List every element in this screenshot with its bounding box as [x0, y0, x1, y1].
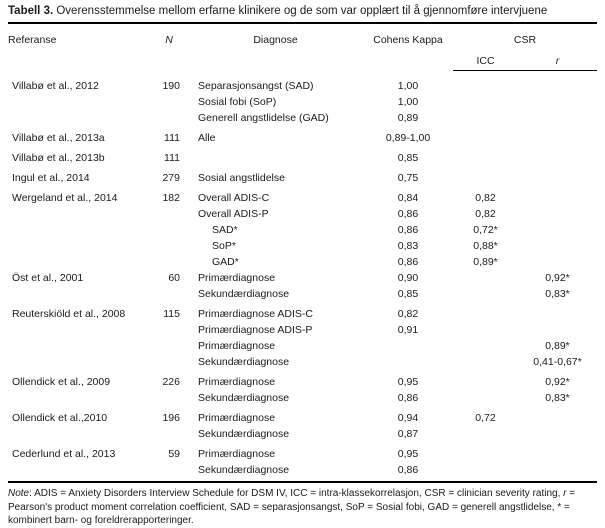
kappa-cell: 0,89-1,00 — [385, 132, 431, 144]
table-row — [8, 352, 597, 368]
r-cell — [518, 252, 597, 268]
referanse-cell: Villabø et al., 2012 — [12, 80, 99, 92]
referanse-cell — [8, 352, 150, 368]
referanse-cell — [8, 252, 150, 268]
table-row — [8, 76, 597, 92]
n-cell: 190 — [162, 80, 180, 92]
kappa-cell: 0,85 — [397, 288, 419, 300]
table-row — [8, 128, 597, 144]
n-cell — [150, 388, 188, 404]
subheader-spacer — [150, 46, 188, 71]
r-cell — [518, 304, 597, 320]
n-cell — [150, 424, 188, 440]
table-row — [8, 268, 597, 284]
diagnose-cell: Primærdiagnose — [198, 376, 276, 388]
icc-cell: 0,89* — [473, 256, 498, 268]
n-cell — [150, 252, 188, 268]
r-cell — [518, 408, 597, 424]
icc-cell — [453, 444, 518, 460]
icc-cell: 0,82 — [475, 192, 496, 204]
table-row — [8, 252, 597, 268]
kappa-cell: 0,95 — [397, 448, 419, 460]
subheader-row — [8, 46, 597, 71]
referanse-cell — [8, 284, 150, 300]
r-cell — [518, 76, 597, 92]
kappa-cell: 0,75 — [397, 172, 419, 184]
col-header-diagnose: Diagnose — [253, 34, 298, 46]
referanse-cell: Villabø et al., 2013b — [12, 152, 105, 164]
table-row — [8, 204, 597, 220]
kappa-cell — [363, 336, 453, 352]
table-note — [8, 483, 599, 528]
subheader-spacer — [8, 46, 150, 71]
diagnose-cell: SAD* — [212, 224, 238, 236]
table-row — [8, 108, 597, 124]
r-cell — [518, 424, 597, 440]
r-cell — [518, 460, 597, 476]
r-cell — [518, 168, 597, 184]
diagnose-cell: Primærdiagnose ADIS-P — [198, 324, 313, 336]
icc-cell — [453, 168, 518, 184]
diagnose-cell: Primærdiagnose — [198, 272, 276, 284]
referanse-cell: Reuterskiöld et al., 2008 — [12, 308, 126, 320]
n-cell: 196 — [162, 412, 180, 424]
n-cell: 115 — [163, 308, 180, 320]
r-cell — [518, 204, 597, 220]
table-row — [8, 444, 597, 460]
kappa-cell: 0,83 — [397, 240, 419, 252]
referanse-cell — [8, 92, 150, 108]
diagnose-cell — [188, 148, 363, 164]
diagnose-cell: Sekundærdiagnose — [198, 288, 290, 300]
n-cell: 226 — [162, 376, 180, 388]
kappa-cell: 0,86 — [397, 224, 419, 236]
table-row — [8, 236, 597, 252]
n-cell — [150, 460, 188, 476]
icc-cell: 0,72* — [473, 224, 498, 236]
diagnose-cell: Generell angstlidelse (GAD) — [198, 112, 329, 124]
kappa-cell: 0,86 — [397, 208, 419, 220]
referanse-cell: Ollendick et al.,2010 — [12, 412, 108, 424]
icc-cell — [453, 92, 518, 108]
col-header-n: N — [165, 34, 173, 46]
header-row — [8, 24, 597, 46]
icc-cell — [453, 460, 518, 476]
r-cell: 0,83* — [545, 288, 570, 300]
r-cell — [518, 108, 597, 124]
subheader-spacer — [363, 46, 453, 71]
referanse-cell — [8, 108, 150, 124]
r-cell — [518, 220, 597, 236]
n-cell: 111 — [164, 152, 180, 164]
diagnose-cell: Primærdiagnose — [198, 448, 276, 460]
r-cell — [518, 444, 597, 460]
icc-cell: 0,72 — [475, 412, 496, 424]
r-cell — [518, 128, 597, 144]
col-header-referanse: Referanse — [8, 34, 57, 46]
n-cell — [150, 92, 188, 108]
n-cell — [150, 320, 188, 336]
icc-cell — [453, 128, 518, 144]
diagnose-cell: Sekundærdiagnose — [198, 356, 290, 368]
r-cell — [518, 92, 597, 108]
icc-cell — [453, 148, 518, 164]
kappa-cell: 0,84 — [397, 192, 419, 204]
referanse-cell — [8, 424, 150, 440]
icc-cell: 0,82 — [475, 208, 496, 220]
table-row — [8, 220, 597, 236]
referanse-cell: Villabø et al., 2013a — [12, 132, 105, 144]
reliability-table — [8, 24, 597, 476]
col-header-r: r — [518, 46, 597, 71]
icc-cell — [453, 304, 518, 320]
diagnose-cell: Overall ADIS-C — [198, 192, 270, 204]
n-cell — [150, 236, 188, 252]
table-title-label: Tabell 3. — [8, 5, 54, 17]
diagnose-cell: Separasjonsangst (SAD) — [198, 80, 314, 92]
diagnose-cell: Primærdiagnose — [198, 412, 276, 424]
table-row — [8, 92, 597, 108]
diagnose-cell: Alle — [198, 132, 216, 144]
icc-cell — [453, 372, 518, 388]
diagnose-cell: Primærdiagnose ADIS-C — [198, 308, 313, 320]
r-cell: 0,89* — [545, 340, 570, 352]
icc-cell — [453, 320, 518, 336]
referanse-cell: Wergeland et al., 2014 — [12, 192, 118, 204]
referanse-cell: Ingul et al., 2014 — [12, 172, 90, 184]
referanse-cell — [8, 204, 150, 220]
kappa-cell: 0,90 — [397, 272, 419, 284]
n-cell: 182 — [162, 192, 180, 204]
icc-cell — [453, 352, 518, 368]
table-row — [8, 304, 597, 320]
kappa-cell: 0,86 — [397, 256, 419, 268]
table-title — [8, 4, 597, 22]
icc-cell — [453, 388, 518, 404]
referanse-cell — [8, 236, 150, 252]
table-row — [8, 372, 597, 388]
n-cell: 111 — [164, 132, 180, 144]
kappa-cell: 0,89 — [397, 112, 419, 124]
referanse-cell — [8, 336, 150, 352]
kappa-cell: 0,86 — [397, 392, 419, 404]
kappa-cell: 0,91 — [397, 324, 419, 336]
col-header-csr: CSR — [513, 34, 537, 46]
kappa-cell: 0,85 — [397, 152, 419, 164]
diagnose-cell: GAD* — [212, 256, 239, 268]
table-row — [8, 320, 597, 336]
icc-cell: 0,88* — [473, 240, 498, 252]
r-cell — [518, 236, 597, 252]
referanse-cell — [8, 320, 150, 336]
subheader-spacer — [188, 46, 363, 71]
col-header-kappa: Cohens Kappa — [373, 34, 443, 46]
referanse-cell: Ollendick et al., 2009 — [12, 376, 111, 388]
r-cell — [518, 320, 597, 336]
referanse-cell: Öst et al., 2001 — [12, 272, 84, 284]
table-row — [8, 148, 597, 164]
icc-cell — [453, 268, 518, 284]
note-segment: Note — [8, 488, 30, 499]
r-cell: 0,83* — [545, 392, 570, 404]
n-cell — [150, 352, 188, 368]
table-row — [8, 460, 597, 476]
r-cell — [518, 188, 597, 204]
referanse-cell — [8, 220, 150, 236]
kappa-cell: 1,00 — [397, 96, 419, 108]
icc-cell — [453, 108, 518, 124]
col-header-icc: ICC — [453, 46, 518, 71]
table-title-text: Overensstemmelse mellom erfarne klinikere og de som var opplært til å gjennomføre intervjuene — [53, 5, 548, 17]
referanse-cell — [8, 388, 150, 404]
kappa-cell: 1,00 — [397, 80, 419, 92]
n-cell: 60 — [168, 272, 180, 284]
r-cell — [518, 148, 597, 164]
note-segment: : ADIS = Anxiety Disorders Interview Schedule for DSM IV, ICC = intra-klassekorrelasjon, CSR = clinician severity rating, — [29, 488, 564, 499]
kappa-cell: 0,87 — [397, 428, 419, 440]
r-cell: 0,92* — [545, 376, 570, 388]
diagnose-cell: Sekundærdiagnose — [198, 428, 290, 440]
table-body — [8, 71, 597, 477]
n-cell — [150, 336, 188, 352]
referanse-cell — [8, 460, 150, 476]
table-row — [8, 408, 597, 424]
table-row — [8, 336, 597, 352]
n-cell: 279 — [162, 172, 180, 184]
table-row — [8, 188, 597, 204]
referanse-cell: Cederlund et al., 2013 — [12, 448, 116, 460]
diagnose-cell: Sekundærdiagnose — [198, 392, 290, 404]
diagnose-cell: Sosial angstlidelse — [198, 172, 285, 184]
note-segment: = Pearson's product moment correlation coefficient, SAD = separasjonsangst, SoP = Sosial fobi, GAD = generell angstlidelse, * = kombinert barn- og foreldrerapporteringer. — [8, 488, 576, 526]
kappa-cell: 0,94 — [397, 412, 419, 424]
icc-cell — [453, 336, 518, 352]
kappa-cell: 0,95 — [397, 376, 419, 388]
table-row — [8, 424, 597, 440]
n-cell — [150, 284, 188, 300]
diagnose-cell: Overall ADIS-P — [198, 208, 269, 220]
icc-cell — [453, 76, 518, 92]
kappa-cell — [363, 352, 453, 368]
r-cell: 0,41-0,67* — [533, 356, 582, 368]
diagnose-cell: Sosial fobi (SoP) — [198, 96, 277, 108]
table-header — [8, 24, 597, 71]
kappa-cell: 0,82 — [397, 308, 419, 320]
n-cell: 59 — [168, 448, 180, 460]
r-cell: 0,92* — [545, 272, 570, 284]
note-segment: r — [563, 488, 567, 499]
icc-cell — [453, 284, 518, 300]
table-row — [8, 168, 597, 184]
diagnose-cell: Primærdiagnose — [198, 340, 276, 352]
diagnose-cell: SoP* — [212, 240, 236, 252]
table-row — [8, 388, 597, 404]
table-row — [8, 284, 597, 300]
diagnose-cell: Sekundærdiagnose — [198, 464, 290, 476]
kappa-cell: 0,86 — [397, 464, 419, 476]
icc-cell — [453, 424, 518, 440]
n-cell — [150, 220, 188, 236]
n-cell — [150, 108, 188, 124]
n-cell — [150, 204, 188, 220]
